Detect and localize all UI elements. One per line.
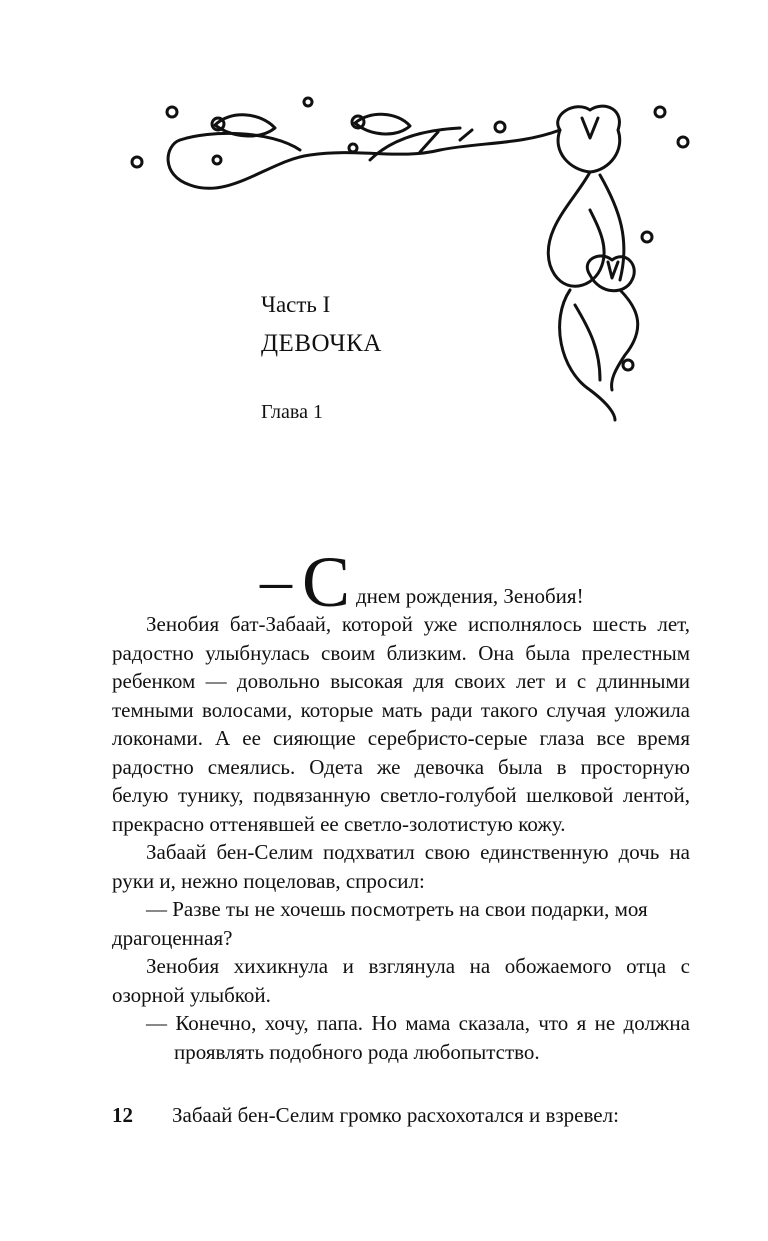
paragraph: Зенобия бат-Забаай, которой уже исполнялось шесть лет, радостно улыбнулась своим близким. Она была прелестным ребенком — довольно высокая для своих лет и с длинными темными волосами, которые мать ради такого случая уложила локонами. А ее сияющие серебристо-серые глаза все время радостно смеялись. Одета же девочка была в просторную белую тунику, подвязанную светло-голубой шелковой лентой, прекрасно оттенявшей ее светло-золотистую кожу. — [112, 612, 690, 836]
dialogue-line: — Разве ты не хочешь посмотреть на свои подарки, моя драгоценная? — [112, 897, 648, 950]
chapter-body — [112, 542, 690, 1066]
drop-cap: С — [302, 542, 351, 622]
chapter-heading: Глава 1 — [261, 401, 323, 423]
last-line: Забаай бен-Селим громко расхохотался и взревел: — [172, 1103, 619, 1127]
dialogue-line: — Конечно, хочу, папа. Но мама сказала, что я не должна проявлять подобного рода любопытство. — [146, 1011, 690, 1064]
part-label: Часть I — [261, 292, 331, 317]
opening-line — [112, 542, 690, 622]
part-title: ДЕВОЧКА — [261, 330, 382, 357]
floral-ornament-icon — [120, 90, 700, 430]
paragraph: Зенобия хихикнула и взглянула на обожаемого отца с озорной улыбкой. — [112, 954, 690, 1007]
opening-text: днем рождения, Зенобия! — [356, 584, 584, 608]
paragraph: Забаай бен-Селим подхватил свою единственную дочь на руки и, нежно поцеловав, спросил: — [112, 840, 690, 893]
opening-dash: – — [260, 544, 292, 615]
page-number: 12 — [112, 1103, 133, 1127]
